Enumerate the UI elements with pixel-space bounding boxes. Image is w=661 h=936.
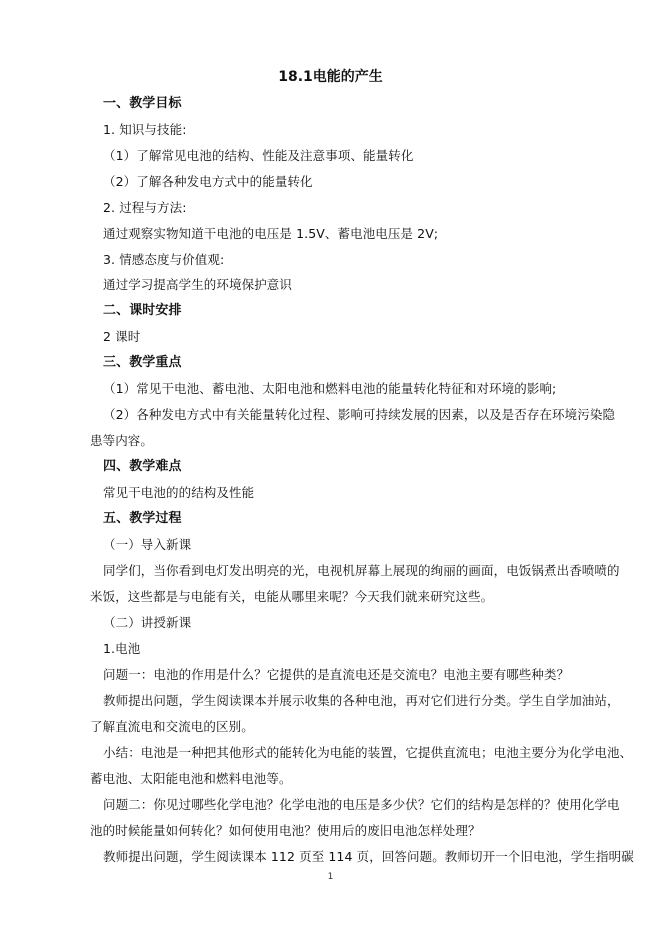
text-line: 3. 情感态度与价值观:: [103, 252, 225, 267]
text-line: （2）了解各种发电方式中的能量转化: [103, 174, 313, 189]
text-line: 问题二：你见过哪些化学电池？化学电池的电压是多少伏？它们的结构是怎样的？使用化学电: [103, 797, 620, 812]
text-line: 小结：电池是一种把其他形式的能转化为电能的装置，它提供直流电；电池主要分为化学电池、: [103, 745, 633, 760]
page-number: 1: [327, 872, 334, 882]
text-line: 通过学习提高学生的环境保护意识: [103, 277, 293, 292]
text-line: （1）了解常见电池的结构、性能及注意事项、能量转化: [103, 148, 414, 163]
text-line: 池的时候能量如何转化？如何使用电池？使用后的废旧电池怎样处理？: [90, 823, 481, 838]
text-line: 蓄电池、太阳能电池和燃料电池等。: [90, 771, 292, 786]
text-line: 教师提出问题，学生阅读课本 112 页至 114 页，回答问题。教师切开一个旧电池，学生指明碳: [103, 849, 634, 864]
heading-process: 五、教学过程: [103, 511, 182, 526]
text-line: 2 课时: [103, 329, 141, 344]
text-line: 同学们，当你看到电灯发出明亮的光，电视机屏幕上展现的绚丽的画面，电饭锅煮出香喷喷的: [103, 563, 620, 578]
heading-objectives: 一、教学目标: [103, 96, 182, 111]
heading-difficulties: 四、教学难点: [103, 459, 182, 474]
heading-schedule: 二、课时安排: [103, 303, 182, 318]
text-line: 2. 过程与方法:: [103, 200, 187, 215]
text-line: 患等内容。: [90, 433, 154, 448]
text-line: （2）各种发电方式中有关能量转化过程、影响可持续发展的因素，以及是否存在环境污染隐: [103, 407, 616, 422]
text-line: 了解直流电和交流电的区别。: [90, 719, 254, 734]
text-line: （一）导入新课: [103, 537, 192, 552]
text-line: 教师提出问题，学生阅读课本并展示收集的各种电池，再对它们进行分类。学生自学加油站，: [103, 693, 620, 708]
document-title: 18.1电能的产生: [278, 69, 383, 85]
text-line: 通过观察实物知道干电池的电压是 1.5V、蓄电池电压是 2V;: [103, 226, 439, 241]
text-line: 1. 知识与技能:: [103, 122, 187, 137]
text-line: 常见干电池的的结构及性能: [103, 485, 255, 500]
text-line: （二）讲授新课: [103, 615, 192, 630]
heading-key-points: 三、教学重点: [103, 355, 182, 370]
text-line: 问题一：电池的作用是什么？它提供的是直流电还是交流电？电池主要有哪些种类？: [103, 667, 570, 682]
text-line: （1）常见干电池、蓄电池、太阳电池和燃料电池的能量转化特征和对环境的影响;: [103, 381, 557, 396]
text-line: 米饭，这些都是与电能有关，电能从哪里来呢？今天我们就来研究这些。: [90, 589, 494, 604]
text-line: 1.电池: [103, 641, 141, 656]
